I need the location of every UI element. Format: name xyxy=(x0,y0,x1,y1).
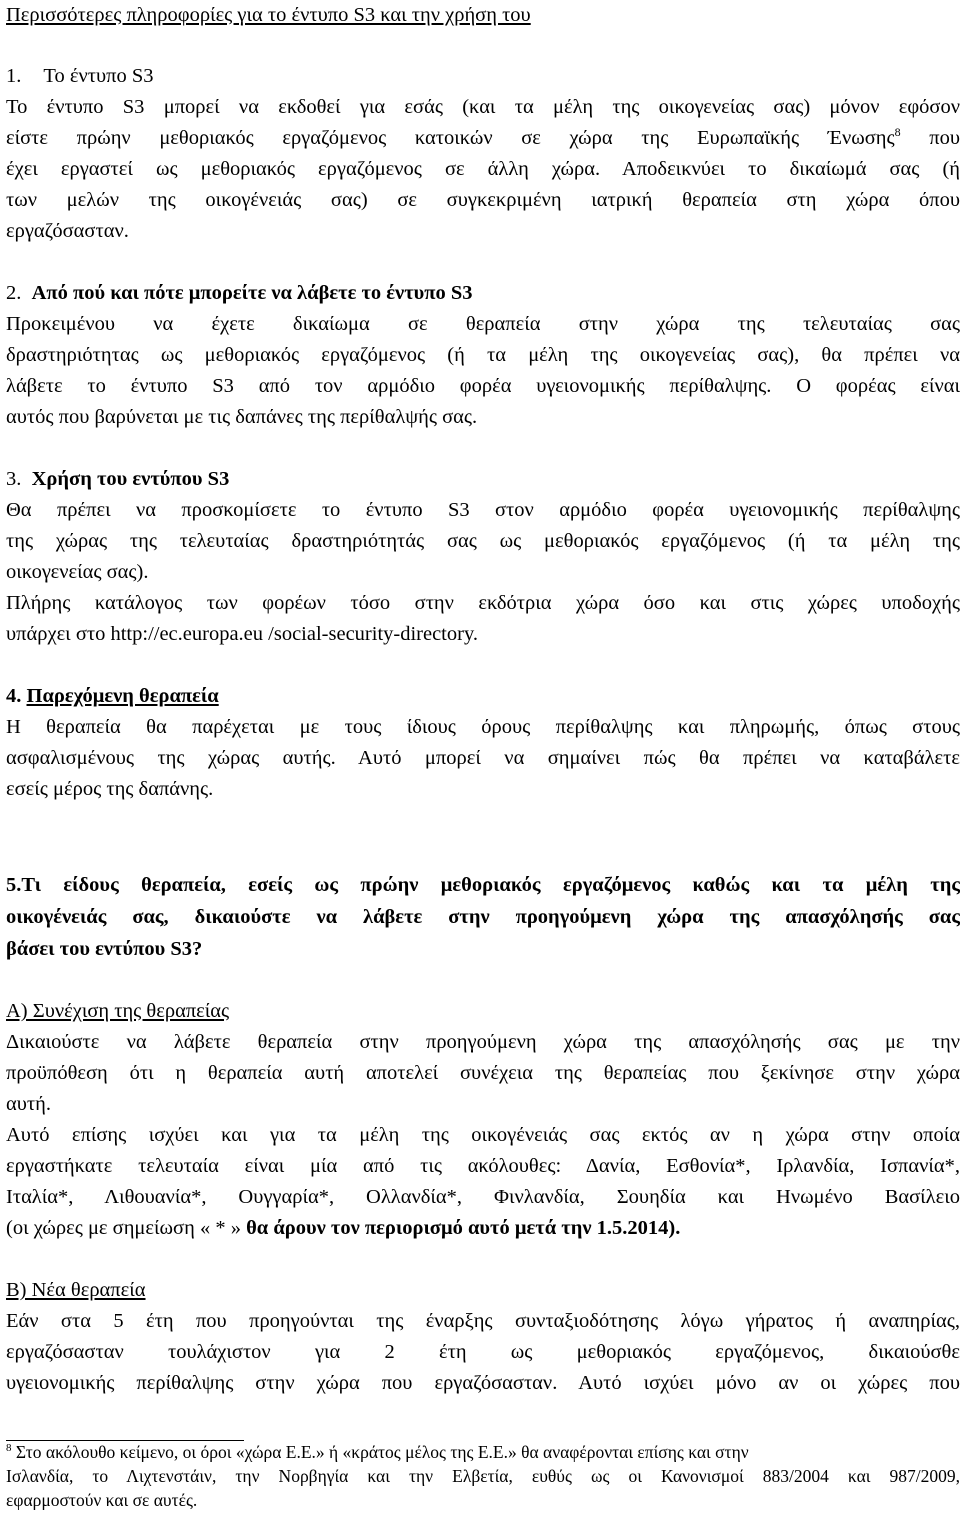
section-2-heading xyxy=(6,278,960,308)
footnote-ref-8[interactable]: 8 xyxy=(894,125,901,140)
section-2-line-3: λάβετε το έντυπο S3 από τον αρμόδιο φορέα υγειονομικής περίθαλψης. Ο φορέας είναι xyxy=(6,375,960,397)
subsection-a-line-4: Αυτό επίσης ισχύει και για τα μέλη της οικογένειάς σας εκτός αν η χώρα στην οποία xyxy=(6,1124,960,1146)
section-1-title: Το έντυπο S3 xyxy=(43,65,154,87)
footnote-line-1-text: Στο ακόλουθο κείμενο, οι όροι «χώρα Ε.Ε.» ή «κράτος μέλος της Ε.Ε.» θα αναφέρονται επίσης και στην xyxy=(11,1442,749,1462)
section-3-line-5-link[interactable]: υπάρχει στο http://ec.europa.eu /social-security-directory. xyxy=(6,623,479,645)
footnote-line-3: εφαρμοστούν και σε αυτές. xyxy=(6,1490,198,1510)
section-1-line-2-end: που xyxy=(900,127,960,149)
footnote-line-2: Ισλανδία, το Λιχτενστάιν, την Νορβηγία και την Ελβετία, ευθύς ως οι Κανονισμοί 883/2004 και 987/2009, xyxy=(6,1466,960,1486)
section-2-line-4: αυτός που βαρύνεται με τις δαπάνες της περίθαλψής σας. xyxy=(6,406,478,428)
section-1-line-5: εργαζόσασταν. xyxy=(6,220,129,242)
section-1-line-3: έχει εργαστεί ως μεθοριακός εργαζόμενος σε άλλη χώρα. Αποδεικνύει το δικαίωμά σας (ή xyxy=(6,158,960,180)
subsection-a-line-1: Δικαιούστε να λάβετε θεραπεία στην προηγούμενη χώρα της απασχόλησής σας με την xyxy=(6,1031,960,1053)
footnote-mark: 8 xyxy=(6,1442,12,1455)
section-3-heading xyxy=(6,464,960,494)
page-title: Περισσότερες πληροφορίες για το έντυπο S3 και την χρήση του xyxy=(6,4,531,26)
section-4-line-3: εσείς μέρος της δαπάνης. xyxy=(6,778,214,800)
section-4-line-1: Η θεραπεία θα παρέχεται με τους ίδιους όρους περίθαλψης και πληρωμής, όπως στους xyxy=(6,716,960,738)
section-4-title: Παρεχόμενη θεραπεία xyxy=(26,685,219,707)
subsection-b-line-3: υγειονομικής περίθαλψης στην χώρα που εργαζόσασταν. Αυτό ισχύει μόνο αν οι χώρες που xyxy=(6,1372,960,1394)
section-3-line-3: οικογενείας σας). xyxy=(6,561,149,583)
section-1-heading xyxy=(6,61,960,91)
section-4-heading xyxy=(6,681,960,711)
section-3-line-1: Θα πρέπει να προσκομίσετε το έντυπο S3 στον αρμόδιο φορέα υγειονομικής περίθαλψης xyxy=(6,499,960,521)
subsection-a-heading: Α) Συνέχιση της θεραπείας xyxy=(6,1000,230,1022)
section-2-title: Από πού και πότε μπορείτε να λάβετε το έντυπο S3 xyxy=(31,282,473,304)
section-5-heading-line-1: 5.Τι είδους θεραπεία, εσείς ως πρώην μεθοριακός εργαζόμενος καθώς και τα μέλη της xyxy=(6,874,960,896)
section-3-title: Χρήση του εντύπου S3 xyxy=(31,468,230,490)
subsection-a-line-7-bold: θα άρουν τον περιορισμό αυτό μετά την 1.5.2014). xyxy=(246,1217,681,1239)
section-2-line-2: δραστηριότητας ως μεθοριακός εργαζόμενος (ή τα μέλη της οικογενείας σας), θα πρέπει να xyxy=(6,344,960,366)
section-1-line-4: των μελών της οικογένειάς σας) σε συγκεκριμένη ιατρική θεραπεία στη χώρα όπου xyxy=(6,189,960,211)
subsection-a-line-6: Ιταλία*, Λιθουανία*, Ουγγαρία*, Ολλανδία*, Φινλανδία, Σουηδία και Ηνωμένο Βασίλειο xyxy=(6,1186,960,1208)
subsection-b-line-2: εργαζόσασταν τουλάχιστον για 2 έτη ως μεθοριακός εργαζόμενος, δικαιούσθε xyxy=(6,1341,960,1363)
subsection-a-line-7-text: (οι χώρες με σημείωση « * » xyxy=(6,1217,247,1239)
section-3-line-4: Πλήρης κατάλογος των φορέων τόσο στην εκδότρια χώρα όσο και στις χώρες υποδοχής xyxy=(6,592,960,614)
section-3-number: 3. xyxy=(6,468,22,490)
section-1-line-1: Το έντυπο S3 μπορεί να εκδοθεί για εσάς (και τα μέλη της οικογενείας σας) μόνον εφόσον xyxy=(6,96,960,118)
subsection-a-line-2: προϋπόθεση ότι η θεραπεία αυτή αποτελεί συνέχεια της θεραπείας που ξεκίνησε στην χώρα xyxy=(6,1062,960,1084)
footnote-line-1 xyxy=(6,1440,960,1464)
section-4-line-2: ασφαλισμένους της χώρας αυτής. Αυτό μπορεί να σημαίνει πώς θα πρέπει να καταβάλετε xyxy=(6,747,960,769)
subsection-a-line-5: εργαστήκατε τελευταία είναι μία από τις ακόλουθες: Δανία, Εσθονία*, Ιρλανδία, Ισπανία*, xyxy=(6,1155,960,1177)
subsection-b-heading: Β) Νέα θεραπεία xyxy=(6,1279,146,1301)
section-5-heading-line-2: οικογένειάς σας, δικαιούστε να λάβετε στην προηγούμενη χώρα της απασχόλησής σας xyxy=(6,906,960,928)
subsection-a-line-7 xyxy=(6,1213,960,1243)
subsection-b-line-1: Εάν στα 5 έτη που προηγούνται της έναρξης συνταξιοδότησης λόγω γήρατος ή αναπηρίας, xyxy=(6,1310,960,1332)
section-5-heading-line-3: βάσει του εντύπου S3? xyxy=(6,938,203,960)
section-2-number: 2. xyxy=(6,282,22,304)
section-1-line-2 xyxy=(6,123,960,153)
section-1-number: 1. xyxy=(6,65,22,87)
section-2-line-1: Προκειμένου να έχετε δικαίωμα σε θεραπεία στην χώρα της τελευταίας σας xyxy=(6,313,960,335)
section-3-line-2: της χώρας της τελευταίας δραστηριότητάς σας ως μεθοριακός εργαζόμενος (ή τα μέλη της xyxy=(6,530,960,552)
section-4-number: 4. xyxy=(6,685,22,707)
subsection-a-line-3: αυτή. xyxy=(6,1093,51,1115)
section-1-line-2-text: είστε πρώην μεθοριακός εργαζόμενος κατοικών σε χώρα της Ευρωπαϊκής Ένωσης xyxy=(6,127,895,149)
